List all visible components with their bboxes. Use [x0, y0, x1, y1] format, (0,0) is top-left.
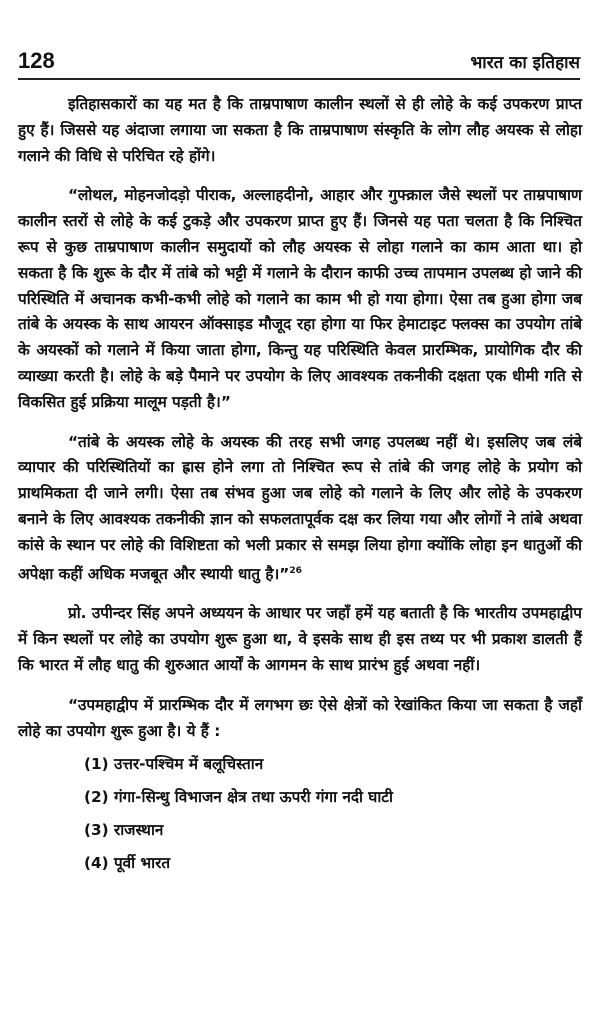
quote-paragraph-2-text: “तांबे के अयस्क लोहे के अयस्क की तरह सभी जगह उपलब्ध नहीं थे। इसलिए जब लंबे व्यापार की परिस्थितियों का ह्रास होने लगा तो निश्चित रूप से तांबे की जगह लोहे के प्रयोग को प्राथमिकता दी जाने लगी। ऐसा तब संभव हुआ जब लोहे को गलाने के लिए और लोहे के उपकरण बनाने के लिए आवश्यक तकनीकी ज्ञान को सफलतापूर्वक दक्ष कर लिया गया और लोगों ने तांबे अथवा कांसे के स्थान पर लोहे की विशिष्टता को भली प्रकार से समझ लिया होगा क्योंकि लोहा इन धातुओं की अपेक्षा कहीं अधिक मजबूत और स्थायी धातु है।” — [18, 432, 582, 583]
footnote-marker: 26 — [289, 565, 302, 576]
paragraph-5: “उपमहाद्वीप में प्रारम्भिक दौर में लगभग छः ऐसे क्षेत्रों को रेखांकित किया जा सकता है जहाँ लोहे का उपयोग शुरू हुआ है। ये हैं : — [18, 695, 582, 740]
body-text — [18, 92, 582, 884]
page-header — [18, 42, 580, 80]
quote-paragraph-1: “लोथल, मोहनजोदड़ो पीराक, अल्लाहदीनो, आहार और गुफ्क्राल जैसे स्थलों पर ताम्रपाषाण कालीन स्तरों से लोहे के कई टुकड़े और उपकरण प्राप्त हुए हैं। जिनसे यह पता चलता है कि निश्चित रूप से कुछ ताम्रपाषाण कालीन समुदायों को लौह अयस्क से लोहा गलाने का काम आता था। हो सकता है कि शुरू के दौर में तांबे को भट्टी में गलाने के दौरान काफी उच्च तापमान उपलब्ध हो जाने की परिस्थिति में अचानक कभी-कभी लोहे को गलाने का काम भी हो गया होगा। ऐसा तब हुआ होगा जब तांबे के अयस्क के साथ आयरन ऑक्साइड मौजूद रहा होगा या फिर हेमाटाइट फ्लक्स का उपयोग तांबे के अयस्कों को गलाने में किया जाता होगा, किन्तु यह परिस्थिति केवल प्रारम्भिक, प्रायोगिक दौर की व्याख्या करती है। लोहे के बड़े पैमाने पर उपयोग के लिए आवश्यक तकनीकी दक्षता एक धीमी गति से विकसित हुई प्रक्रिया मालूम पड़ती है।” — [18, 186, 582, 411]
region-list — [18, 752, 582, 876]
list-item: (3) राजस्थान — [84, 821, 164, 840]
paragraph-4: प्रो. उपीन्दर सिंह अपने अध्ययन के आधार पर जहाँ हमें यह बताती है कि भारतीय उपमहाद्वीप में किन स्थलों पर लोहे का उपयोग शुरू हुआ था, वे इसके साथ ही इस तथ्य पर भी प्रकाश डालती हैं कि भारत में लौह धातु की शुरुआत आर्यों के आगमन के साथ प्रारंभ हुई अथवा नहीं। — [18, 604, 582, 675]
paragraph-1: इतिहासकारों का यह मत है कि ताम्रपाषाण कालीन स्थलों से ही लोहे के कई उपकरण प्राप्त हुए हैं। जिससे यह अंदाजा लगाया जा सकता है कि ताम्रपाषाण संस्कृति के लोग लौह अयस्क से लोहा गलाने की विधि से परिचित रहे होंगे। — [18, 95, 582, 165]
list-item: (1) उत्तर-पश्चिम में बलूचिस्तान — [84, 755, 264, 774]
running-title: भारत का इतिहास — [470, 53, 580, 73]
page-number: 128 — [18, 48, 55, 73]
list-item: (2) गंगा-सिन्धु विभाजन क्षेत्र तथा ऊपरी गंगा नदी घाटी — [84, 788, 393, 807]
list-item: (4) पूर्वी भारत — [84, 854, 171, 873]
quote-paragraph-2 — [18, 430, 582, 588]
